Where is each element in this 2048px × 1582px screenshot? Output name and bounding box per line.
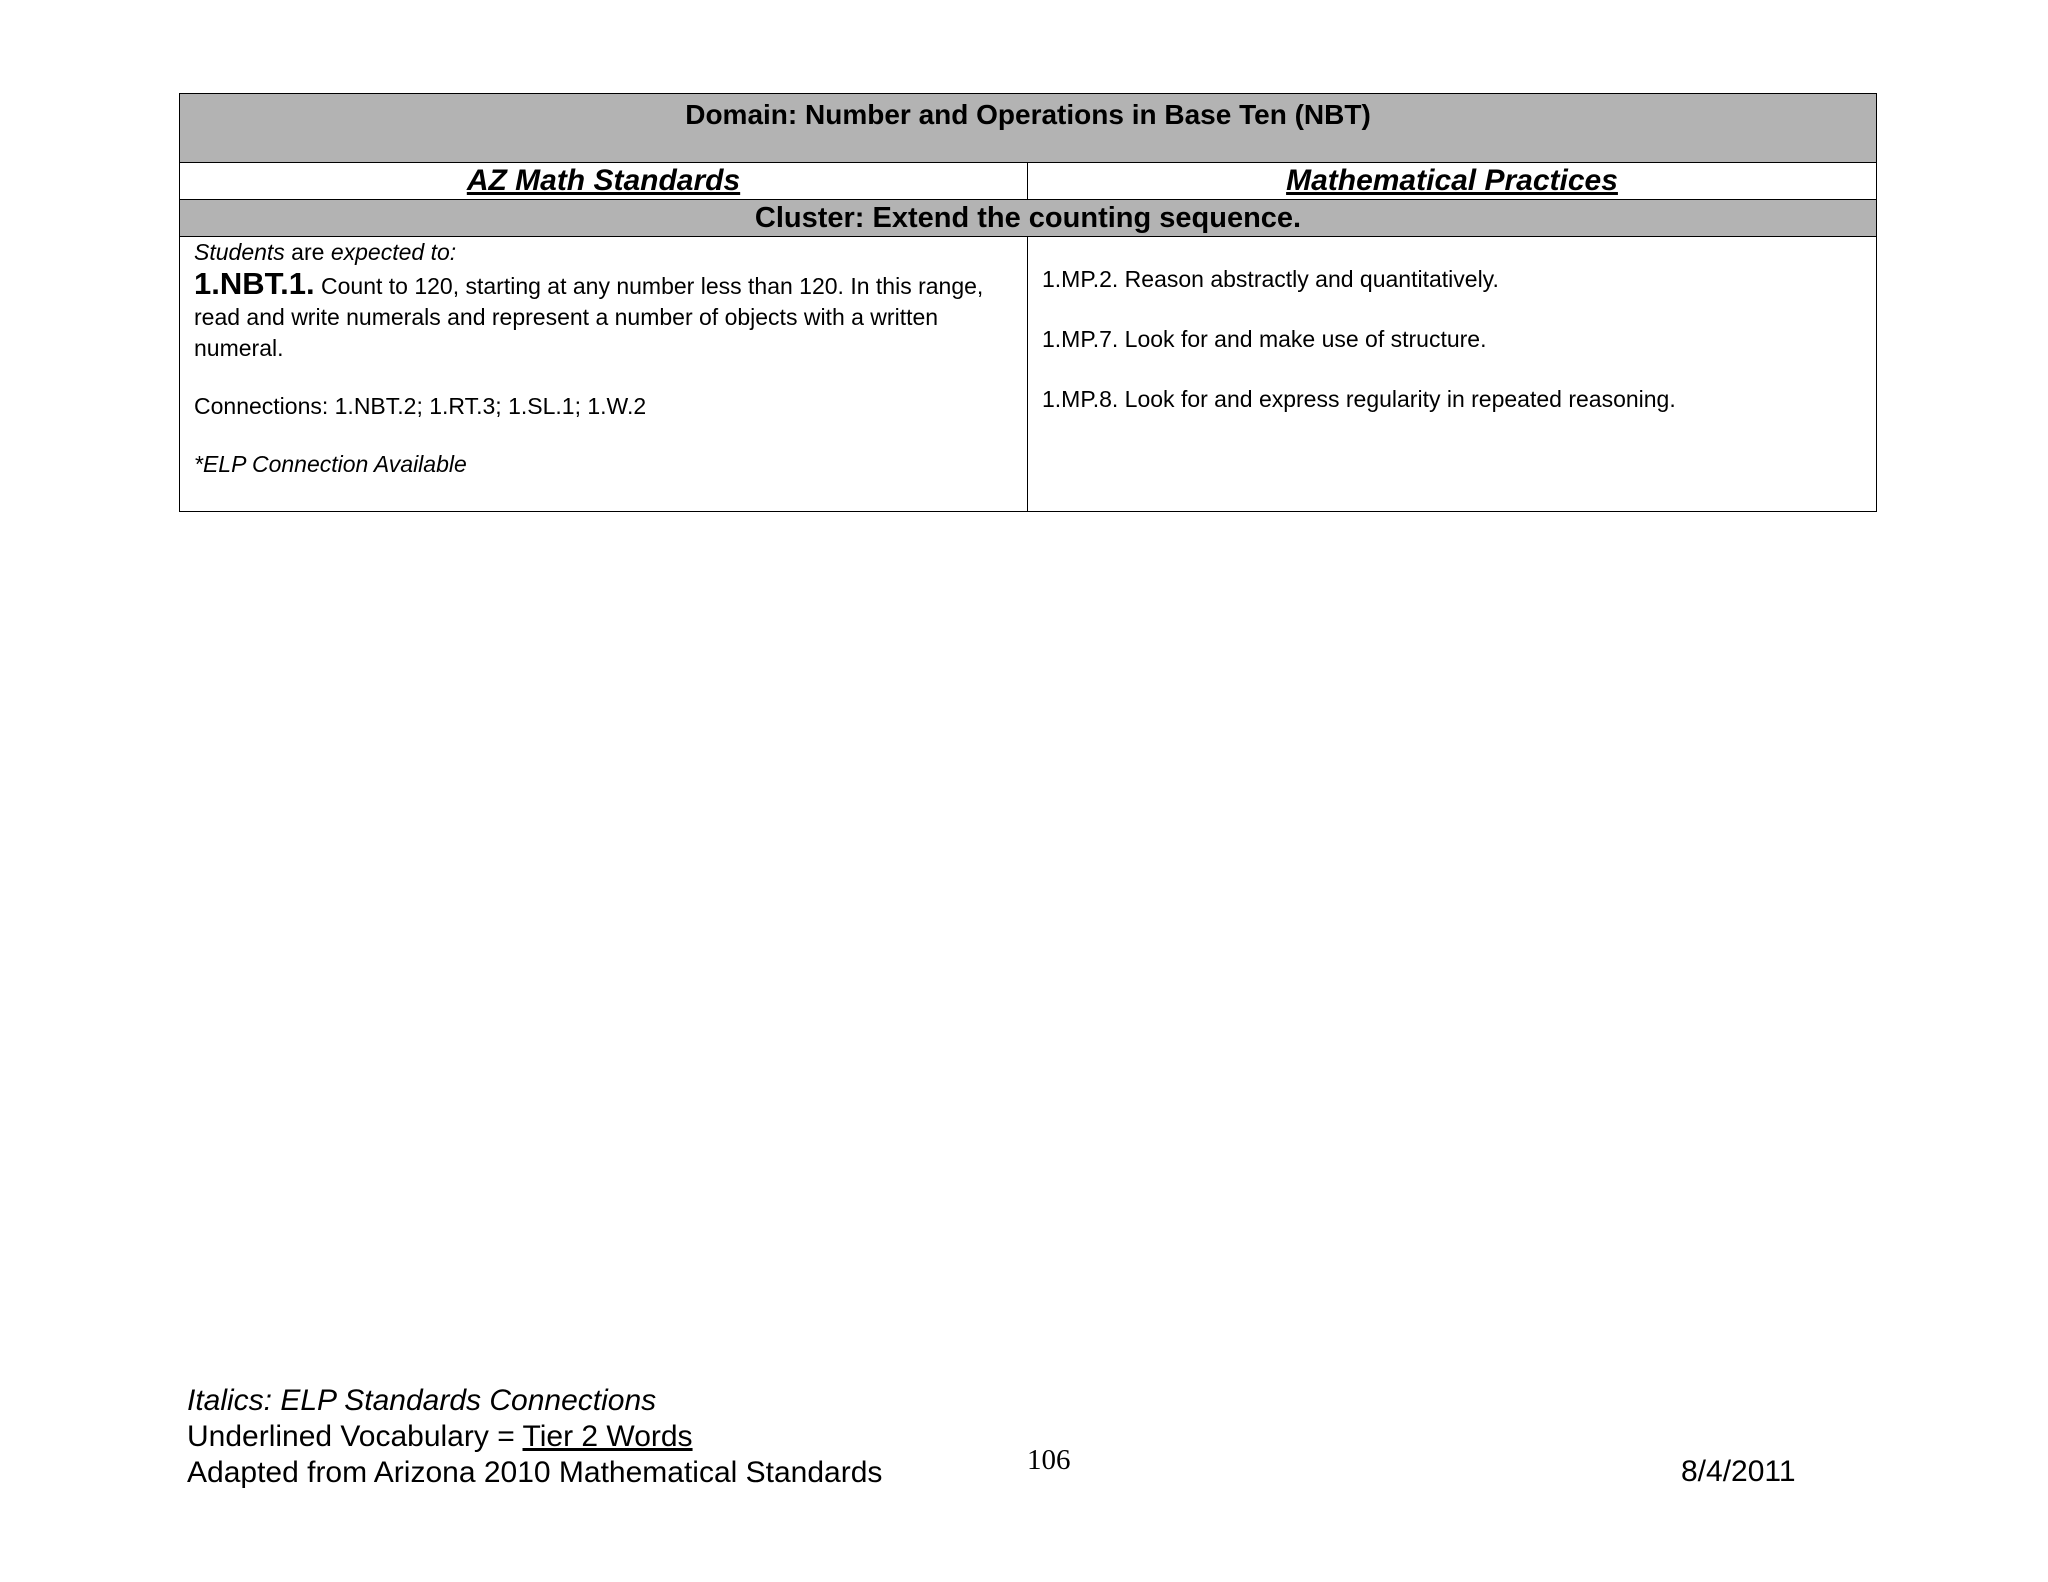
domain-title: Domain: Number and Operations in Base Ten (NBT)	[685, 99, 1371, 130]
tier-2-words: Tier 2 Words	[522, 1420, 693, 1453]
domain-header	[180, 94, 1877, 163]
vocabulary-prefix: Underlined Vocabulary =	[187, 1420, 523, 1453]
italics-legend: Italics: ELP Standards Connections	[187, 1384, 657, 1417]
practice-item: 1.MP.8. Look for and express regularity in repeated reasoning.	[1042, 386, 1676, 412]
intro-expected: expected to:	[330, 239, 457, 265]
standards-table	[179, 93, 1877, 512]
practice-item: 1.MP.2. Reason abstractly and quantitatively.	[1042, 266, 1499, 292]
standard-code: 1.NBT.1.	[194, 266, 315, 301]
source-note: Adapted from Arizona 2010 Mathematical Standards	[187, 1456, 883, 1489]
vocabulary-legend	[187, 1419, 882, 1455]
az-math-standards-header: AZ Math Standards	[180, 163, 1028, 200]
standard-text: Count to 120, starting at any number less than 120. In this range, read and write numerals and represent a number of objects with a written numeral.	[194, 273, 984, 361]
standard-paragraph	[194, 268, 1013, 364]
intro-students: Students	[194, 239, 285, 265]
cluster-title: Cluster: Extend the counting sequence.	[180, 200, 1877, 237]
standards-cell	[180, 237, 1028, 512]
practice-item: 1.MP.7. Look for and make use of structure.	[1042, 326, 1487, 352]
practices-cell	[1028, 237, 1877, 512]
intro-line	[194, 237, 1013, 268]
intro-are: are	[284, 239, 331, 265]
connections-text: Connections: 1.NBT.2; 1.RT.3; 1.SL.1; 1.W.2	[194, 393, 647, 419]
elp-connection-note: *ELP Connection Available	[194, 451, 467, 477]
footer-notes	[187, 1383, 882, 1491]
document-date: 8/4/2011	[1681, 1455, 1796, 1488]
mathematical-practices-header: Mathematical Practices	[1028, 163, 1877, 200]
page-number: 106	[1027, 1444, 1071, 1476]
